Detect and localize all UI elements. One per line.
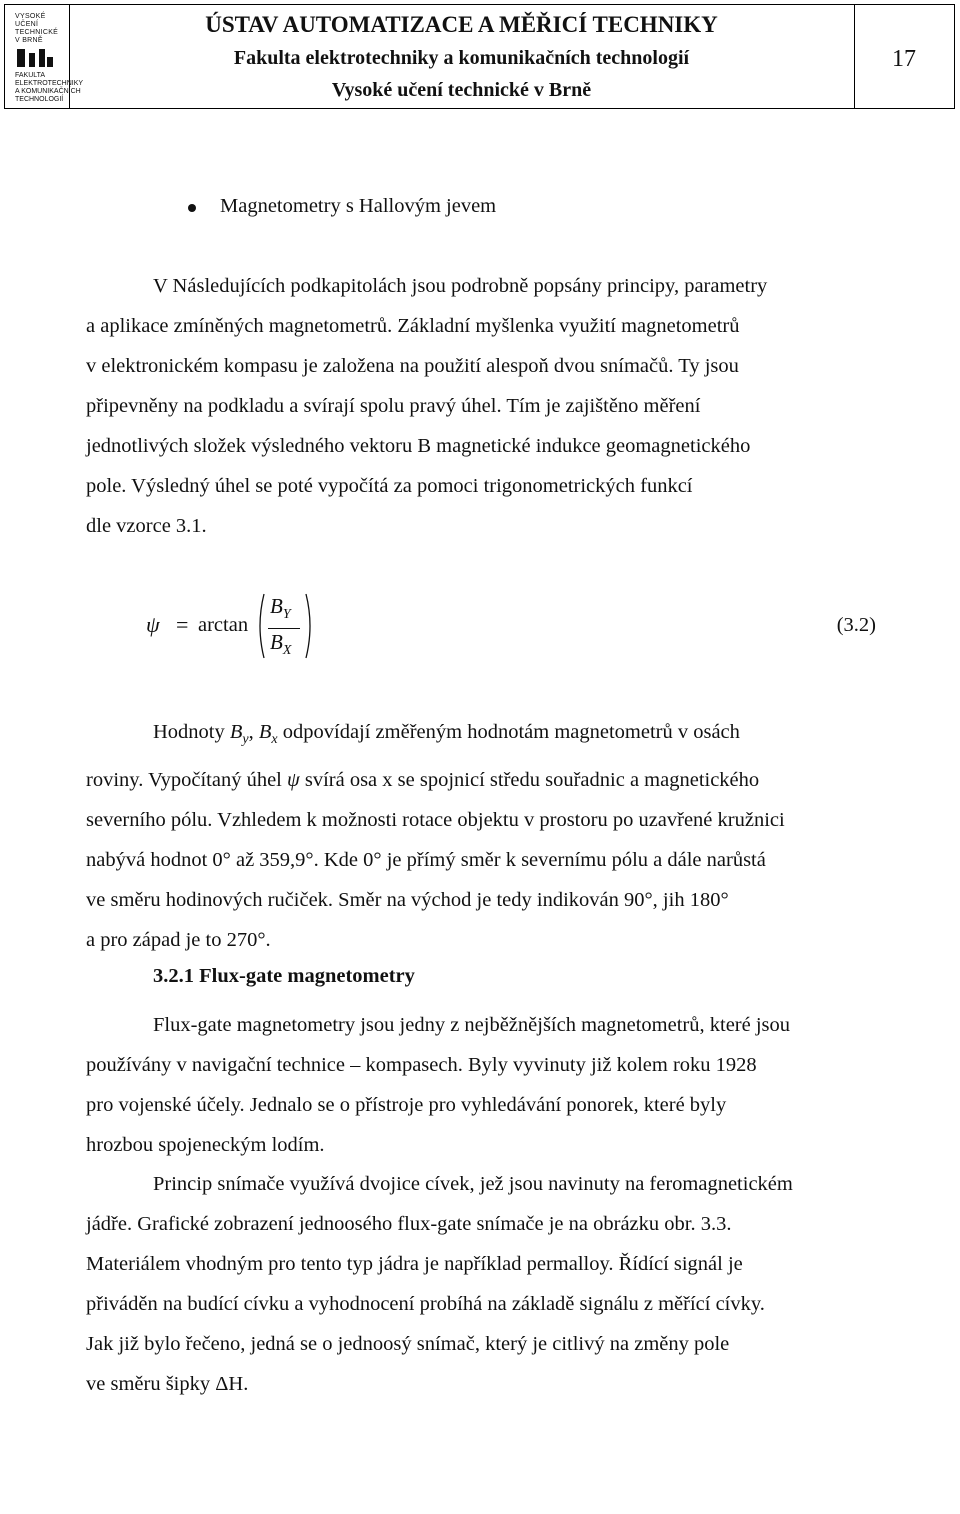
text-line: ve směru šipky ΔH. [86,1373,249,1395]
logo-line: V BRNĚ [15,37,43,44]
text-line: připevněny na podkladu a svírají spolu pravý úhel. Tím je zajištěno měření [86,395,701,417]
text-line: a aplikace zmíněných magnetometrů. Základní myšlenka využití magnetometrů [86,315,740,337]
section-heading: 3.2.1 Flux-gate magnetometry [153,965,415,987]
equation-3-2 [146,594,876,664]
text-line: ve směru hodinových ručiček. Směr na východ je tedy indikován 90°, jih 180° [86,889,729,912]
psi-symbol: ψ [146,612,160,637]
text-line: hrozbou spojeneckým lodím. [86,1134,325,1156]
header-title [69,5,855,108]
university-name: Vysoké učení technické v Brně [331,79,592,101]
text-line: Jak již bylo řečeno, jedná se o jednoosý snímač, který je citlivý na změny pole [86,1333,730,1355]
text-line: Hodnoty $B_y$, $B_x$ odpovídají změřeným hodnotám magnetometrů v osách [153,721,740,748]
text-line: jednotlivých složek výsledného vektoru B magnetické indukce geomagnetického [86,435,751,457]
text-line: severního pólu. Vzhledem k možnosti rotace objektu v prostoru po uzavřené kružnici [86,809,785,832]
text-line: pro vojenské účely. Jednalo se o přístroje pro vyhledávání ponorek, které byly [86,1094,727,1116]
text-line: pole. Výsledný úhel se poté vypočítá za pomoci trigonometrických funkcí [86,475,693,497]
fraction-numerator: $B_Y$ [270,594,291,623]
university-logo [5,5,84,108]
text-line: v elektronickém kompasu je založena na použití alespoň dvou snímačů. Ty jsou [86,355,739,377]
paragraph-intro [86,266,874,546]
text-line: nabývá hodnot 0° až 359,9°. Kde 0° je přímý směr k severnímu pólu a dále narůstá [86,849,766,872]
faculty-name: Fakulta elektrotechniky a komunikačních technologií [233,47,690,69]
fraction-denominator: $B_X$ [270,630,292,659]
logo-line: FAKULTA [15,72,46,79]
equals-sign: = [176,612,189,637]
left-paren-icon [254,592,266,660]
text-line: V Následujících podkapitolách jsou podrobně popsány principy, parametry [153,275,768,297]
text-line: Materiálem vhodným pro tento typ jádra je například permalloy. Řídící signál je [86,1253,743,1275]
text-line: jádře. Grafické zobrazení jednoosého flux-gate snímače je na obrázku obr. 3.3. [86,1213,732,1235]
right-paren-icon [304,592,316,660]
paragraph-angle [86,712,874,960]
paragraph-fluxgate-history [86,1005,874,1165]
institute-name: ÚSTAV AUTOMATIZACE A MĚŘICÍ TECHNIKY [205,12,718,37]
logo-line: TECHNOLOGIÍ [15,96,64,103]
logo-line: VYSOKÉ [15,13,46,20]
logo-line: ELEKTROTECHNIKY [15,80,84,87]
faculty-logo-icon [15,47,55,69]
text-line: přiváděn na budící cívku a vyhodnocení probíhá na základě signálu z měřící cívky. [86,1293,765,1315]
paragraph-fluxgate-principle [86,1164,874,1404]
bullet-icon [188,204,196,212]
fraction-bar [268,628,300,629]
logo-university-text [15,13,58,45]
text-line: roviny. Vypočítaný úhel ψ svírá osa x se spojnicí středu souřadnic a magnetického [86,769,760,792]
text-line: Princip snímače využívá dvojice cívek, jež jsou navinuty na feromagnetickém [153,1173,793,1195]
logo-line: UČENÍ [15,21,39,28]
page-header [4,4,955,109]
arctan-function: arctan [198,614,249,636]
logo-line: A KOMUNIKAČNÍCH [15,88,81,95]
bullet-item: Magnetometry s Hallovým jevem [220,195,497,217]
text-line: používány v navigační technice – kompasech. Byly vyvinuty již kolem roku 1928 [86,1054,757,1076]
page-number: 17 [892,46,916,72]
equation-number: (3.2) [836,614,876,636]
logo-line: TECHNICKÉ [15,29,59,36]
text-line: dle vzorce 3.1. [86,515,207,537]
text-line: Flux-gate magnetometry jsou jedny z nejběžnějších magnetometrů, které jsou [153,1014,791,1036]
text-line: a pro západ je to 270°. [86,929,271,952]
